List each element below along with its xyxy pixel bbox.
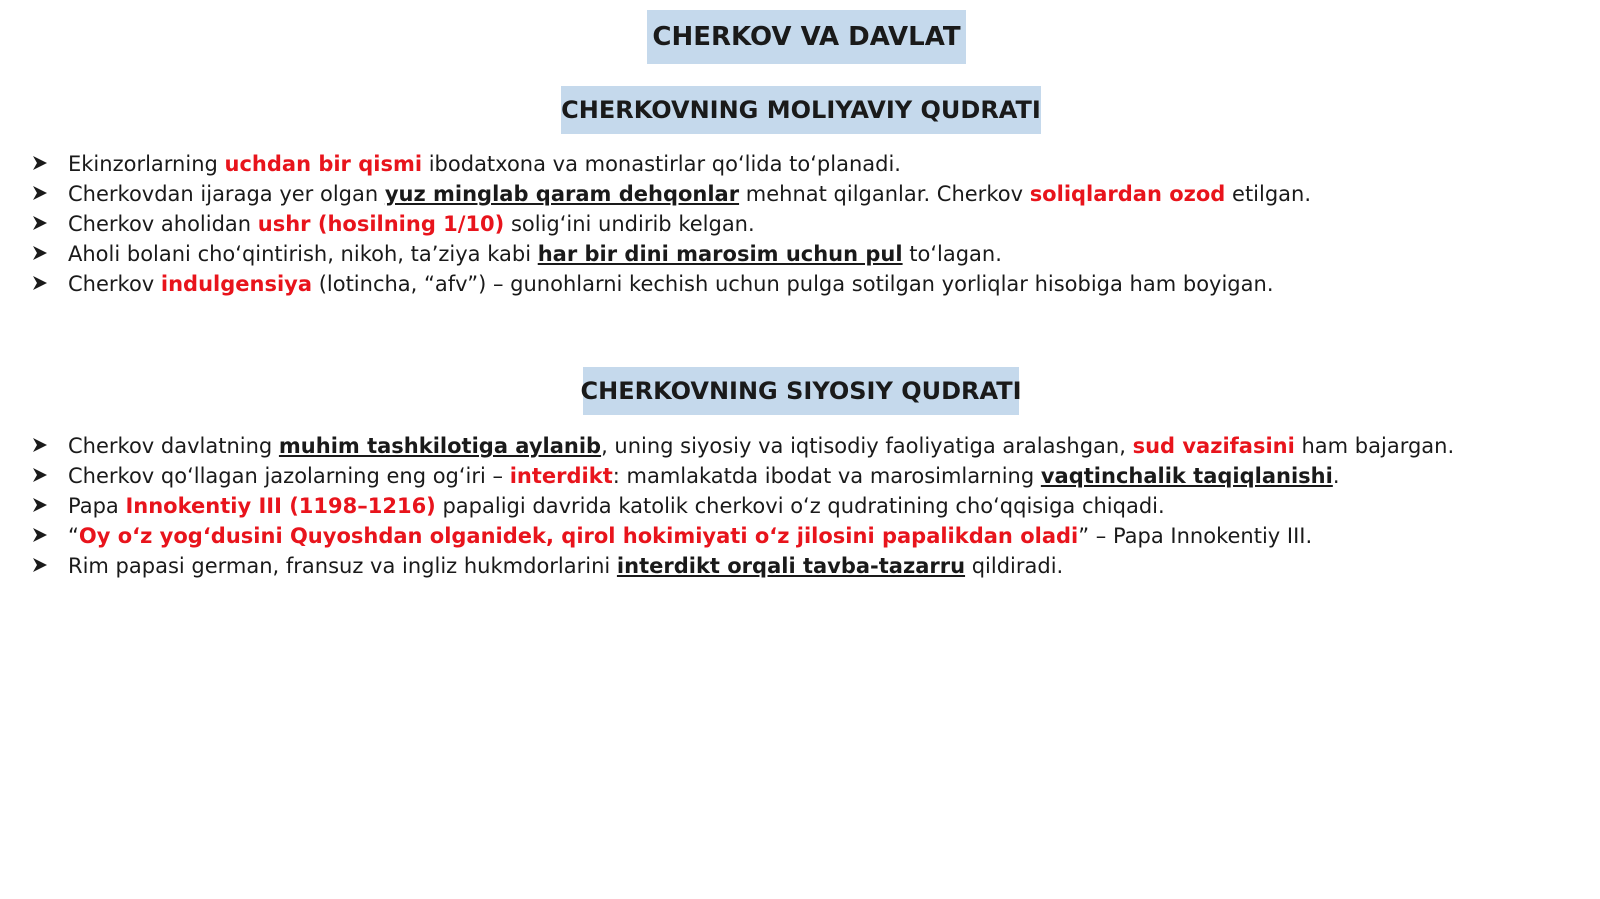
highlight-text: sud vazifasini (1132, 434, 1295, 458)
list-item (30, 461, 1454, 491)
text-segment: soligʻini undirib kelgan. (504, 212, 755, 236)
text-segment: (lotincha, “afv”) – gunohlarni kechish uchun pulga sotilgan yorliqlar hisobiga ham boyigan. (312, 272, 1274, 296)
list-item (30, 491, 1454, 521)
arrow-bullet-icon (32, 437, 48, 453)
highlight-text: soliqlardan ozod (1029, 182, 1226, 206)
text-segment: Cherkov (68, 272, 161, 296)
list-item (30, 521, 1454, 551)
text-segment: mehnat qilganlar. Cherkov (739, 182, 1030, 206)
list-item (30, 239, 1311, 269)
text-segment: papaligi davrida katolik cherkovi oʻz qudratining choʻqqisiga chiqadi. (435, 494, 1165, 518)
emphasis-text: vaqtinchalik taqiqlanishi (1040, 464, 1333, 488)
highlight-text: uchdan bir qismi (224, 152, 423, 176)
arrow-bullet-icon (32, 497, 48, 513)
highlight-text: indulgensiya (160, 272, 313, 296)
text-segment: Rim papasi german, fransuz va ingliz hukmdorlarini (68, 554, 617, 578)
text-segment: Cherkov aholidan (68, 212, 258, 236)
list-item (30, 179, 1311, 209)
arrow-bullet-icon (32, 275, 48, 291)
text-segment: qildiradi. (965, 554, 1064, 578)
arrow-bullet-icon (32, 245, 48, 261)
highlight-text: Innokentiy III (1198–1216) (125, 494, 436, 518)
text-segment: Aholi bolani choʻqintirish, nikoh, taʼziya kabi (68, 242, 538, 266)
text-segment: ” – Papa Innokentiy III. (1078, 524, 1313, 548)
financial-bullet-list (30, 149, 1311, 299)
text-segment: Ekinzorlarning (68, 152, 225, 176)
political-section-heading: CHERKOVNING SIYOSIY QUDRATI (583, 367, 1019, 415)
list-item (30, 551, 1454, 581)
emphasis-text: yuz minglab qaram dehqonlar (384, 182, 740, 206)
text-segment: etilgan. (1225, 182, 1312, 206)
arrow-bullet-icon (32, 215, 48, 231)
political-bullet-list (30, 431, 1454, 581)
emphasis-text: muhim tashkilotiga aylanib (278, 434, 602, 458)
arrow-bullet-icon (32, 527, 48, 543)
list-item (30, 431, 1454, 461)
arrow-bullet-icon (32, 557, 48, 573)
text-segment: Cherkovdan ijaraga yer olgan (68, 182, 385, 206)
arrow-bullet-icon (32, 185, 48, 201)
text-segment: toʻlagan. (902, 242, 1002, 266)
text-segment: Cherkov davlatning (68, 434, 279, 458)
highlight-text: interdikt (509, 464, 613, 488)
list-item (30, 269, 1311, 299)
list-item (30, 149, 1311, 179)
page-title: CHERKOV VA DAVLAT (647, 10, 966, 64)
text-segment: . (1332, 464, 1340, 488)
emphasis-text: interdikt orqali tavba-tazarru (616, 554, 966, 578)
financial-section-heading: CHERKOVNING MOLIYAVIY QUDRATI (561, 86, 1041, 134)
text-segment: ham bajargan. (1294, 434, 1455, 458)
emphasis-text: har bir dini marosim uchun pul (537, 242, 903, 266)
text-segment: Papa (68, 494, 126, 518)
text-segment: ibodatxona va monastirlar qoʻlida toʻplanadi. (422, 152, 901, 176)
text-segment: , uning siyosiy va iqtisodiy faoliyatiga aralashgan, (601, 434, 1133, 458)
text-segment: : mamlakatda ibodat va marosimlarning (612, 464, 1041, 488)
arrow-bullet-icon (32, 467, 48, 483)
highlight-text: ushr (hosilning 1/10) (257, 212, 505, 236)
arrow-bullet-icon (32, 155, 48, 171)
text-segment: “ (68, 524, 79, 548)
text-segment: Cherkov qoʻllagan jazolarning eng ogʻiri – (68, 464, 510, 488)
list-item (30, 209, 1311, 239)
highlight-text: Oy oʻz yogʻdusini Quyoshdan olganidek, qirol hokimiyati oʻz jilosini papalikdan oladi (78, 524, 1079, 548)
